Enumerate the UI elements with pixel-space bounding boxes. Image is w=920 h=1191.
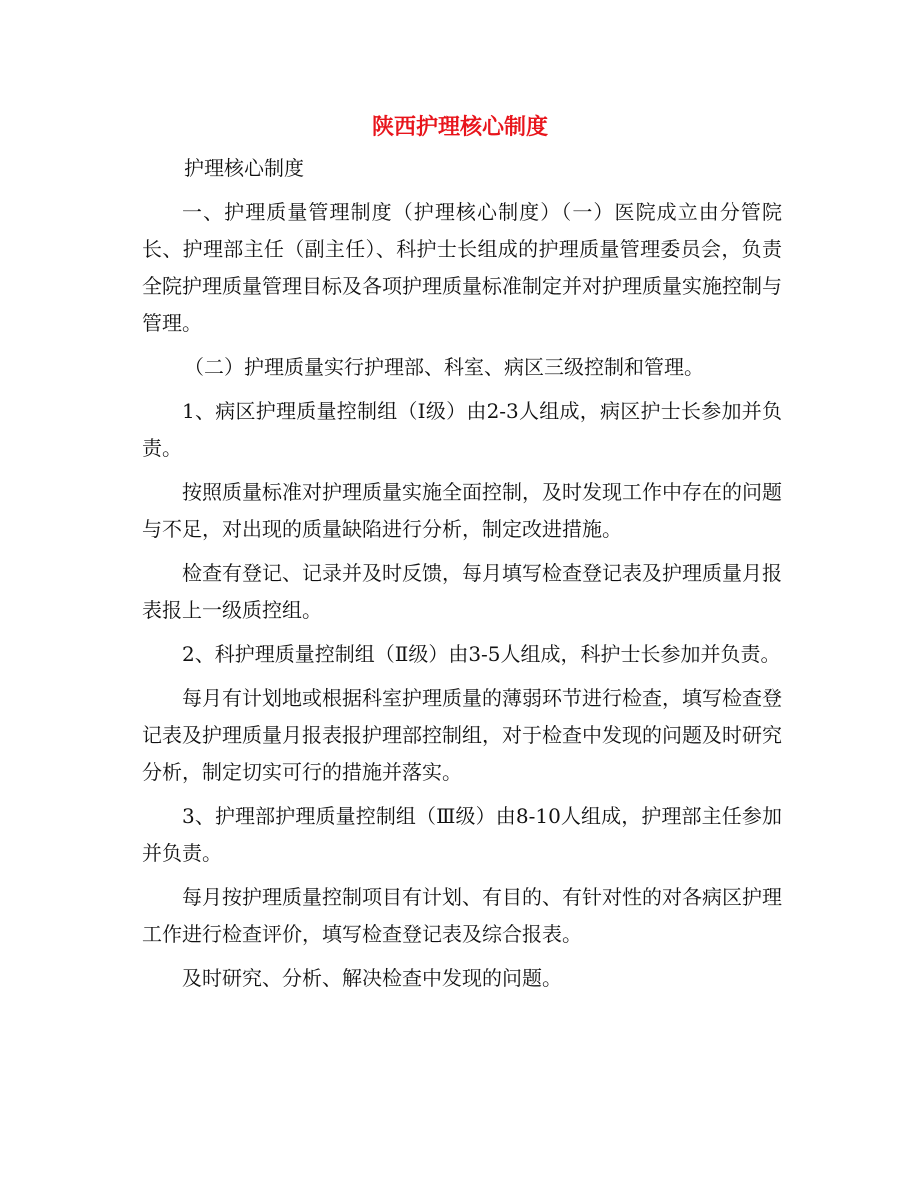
paragraph-level-2-duties: 每月有计划地或根据科室护理质量的薄弱环节进行检查，填写检查登记表及护理质量月报表报护理部控制组，对于检查中发现的问题及时研究分析，制定切实可行的措施并落实。 <box>142 686 782 784</box>
document-title: 陕西护理核心制度 <box>371 114 548 140</box>
document-body <box>142 150 782 1004</box>
paragraph-problem-resolution: 及时研究、分析、解决检查中发现的问题。 <box>182 966 562 990</box>
paragraph-level-2-group: 2、科护理质量控制组（Ⅱ级）由3-5人组成，科护士长参加并负责。 <box>182 642 781 666</box>
paragraph-level-3-duties: 每月按护理质量控制项目有计划、有目的、有针对性的对各病区护理工作进行检查评价，填写检查登记表及综合报表。 <box>142 885 782 946</box>
paragraph-quality-management: 一、护理质量管理制度（护理核心制度）（一）医院成立由分管院长、护理部主任（副主任）、科护士长组成的护理质量管理委员会，负责全院护理质量管理目标及各项护理质量标准制定并对护理质量实施控制与管理。 <box>142 200 782 335</box>
paragraph-level-1-group: 1、病区护理质量控制组（Ⅰ级）由2-3人组成，病区护士长参加并负责。 <box>142 399 782 460</box>
paragraph-subtitle: 护理核心制度 <box>184 156 304 180</box>
paragraph-level-3-group: 3、护理部护理质量控制组（Ⅲ级）由8-10人组成，护理部主任参加并负责。 <box>142 804 782 865</box>
paragraph-level-1-duties: 按照质量标准对护理质量实施全面控制，及时发现工作中存在的问题与不足，对出现的质量缺陷进行分析，制定改进措施。 <box>142 480 782 541</box>
paragraph-level-1-records: 检查有登记、记录并及时反馈，每月填写检查登记表及护理质量月报表报上一级质控组。 <box>142 561 782 622</box>
paragraph-three-level-control: （二）护理质量实行护理部、科室、病区三级控制和管理。 <box>184 355 704 379</box>
